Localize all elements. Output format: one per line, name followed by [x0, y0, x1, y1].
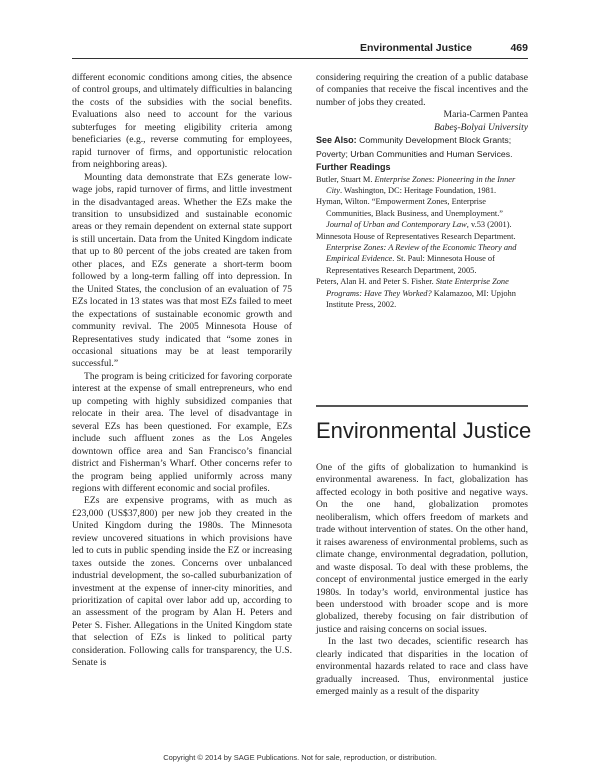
page-number: 469 [510, 42, 528, 54]
section-rule [316, 405, 528, 407]
paragraph: Mounting data demonstrate that EZs generate low-wage jobs, rapid turnover of firms, and little investment in the disadvantaged areas. Whether the EZs make the transition to unsubsidized and sustainable economic areas or they remain dependent on external state support is still uncertain. Data from the United Kingdom indicate that up to 80 percent of the jobs created are taken from other places, and EZs generate a short-term boom followed by a long-term falling off into depression. In the United States, the conclusion of an evaluation of 75 EZs located in 13 states was that most EZs failed to meet the expectations of sustainable economic growth and community revival. The 2005 Minnesota House of Representatives study indicated that “some zones in occasional situations may be at least temporarily successful.” [72, 171, 292, 370]
section-body [316, 462, 528, 699]
reference-item: Peters, Alan H. and Peter S. Fisher. State Enterprise Zone Programs: Have They Worked? Kalamazoo, MI: Upjohn Institute Press, 2002. [316, 277, 516, 310]
copyright-footer: Copyright © 2014 by SAGE Publications. Not for sale, reproduction, or distribution. [163, 753, 437, 762]
running-head [72, 40, 528, 56]
running-head-title: Environmental Justice [359, 42, 472, 54]
left-column [72, 72, 292, 670]
paragraph: One of the gifts of globalization to humankind is environmental awareness. In fact, globalization has affected ecology in both positive and negative ways. On the one hand, globalization promotes neoliberalism, which offers freedom of markets and trade without intervention of states. On the other hand, it raises awareness of environmental problems, such as climate change, environmental degradation, pollution, and waste disposal. To deal with these problems, the concept of environmental justice emerged in the early 1980s. In today’s world, environmental justice has been understood with broader scope and is more globalized, thereby focusing on fair distribution of justice and raising concerns on social issues. [316, 462, 528, 635]
author-name: Maria-Carmen Pantea [443, 109, 528, 121]
reference-item: Hyman, Wilton. “Empowerment Zones, Enterprise Communities, Black Business, and Unemployment.” Journal of Urban and Contemporary Law, v.53 (2001). [316, 197, 512, 230]
see-also-text: Community Development Block Grants; Poverty; Urban Communities and Human Services. [316, 135, 513, 159]
author-byline [316, 109, 528, 134]
paragraph: EZs are expensive programs, with as much as £23,000 (US$37,800) per new job they created in the United Kingdom during the 1980s. The Minnesota review uncovered situations in which provisions have led to cuts in public spending inside the EZ or increasing taxes outside the zones. Concerns over unbalanced industrial development, the so-called suburbanization of investment at the expense of inner-city minorities, and prioritization of capital over labor add up, according to an assessment of the program by Alan H. Peters and Peter S. Fisher. Allegations in the United Kingdom state that selection of EZs is linked to political party consideration. Following calls for transparency, the U.S. Senate is [72, 495, 292, 669]
right-column [316, 72, 528, 311]
further-readings-heading: Further Readings [316, 162, 391, 173]
paragraph: considering requiring the creation of a public database of companies that receive the fiscal incentives and the number of jobs they created. [316, 72, 528, 108]
paragraph: different economic conditions among cities, the absence of control groups, and ultimately difficulties in balancing the costs of the subsidies with the social benefits. Evaluations also need to account for the various subterfuges for meeting eligibility criteria among beneficiaries (e.g., reverse commuting for employees, rapid turnover of firms, and opportunistic relocation from neighboring areas). [72, 72, 292, 171]
author-affiliation: Babeş-Bolyai University [433, 121, 528, 133]
see-also-label: See Also: [316, 135, 357, 146]
reference-item: Minnesota House of Representatives Research Department. Enterprise Zones: A Review of the Economic Theory and Empirical Evidence. St. Paul: Minnesota House of Representatives Research Department, 2005. [316, 231, 517, 275]
paragraph: The program is being criticized for favoring corporate interest at the expense of small entrepreneurs, who end up competing with highly subsidized companies that relocate in their area. The level of disadvantage in several EZs has been questioned. For example, EZs include such affluent zones as the Los Angeles downtown office area and San Francisco’s financial district and Fisherman’s Wharf. Other concerns refer to the program being applied uniformly across many regions with different economic and social profiles. [72, 370, 292, 494]
reference-item: Butler, Stuart M. Enterprise Zones: Pioneering in the Inner City. Washington, DC: Heritage Foundation, 1981. [316, 174, 516, 196]
header-rule [72, 58, 528, 59]
section-title: Environmental Justice [316, 418, 532, 443]
paragraph: In the last two decades, scientific research has clearly indicated that disparities in the location of environmental hazards related to race and class have gradually increased. Thus, environmental justice emerged mainly as a result of the disparity [316, 636, 528, 698]
see-also [316, 134, 528, 161]
